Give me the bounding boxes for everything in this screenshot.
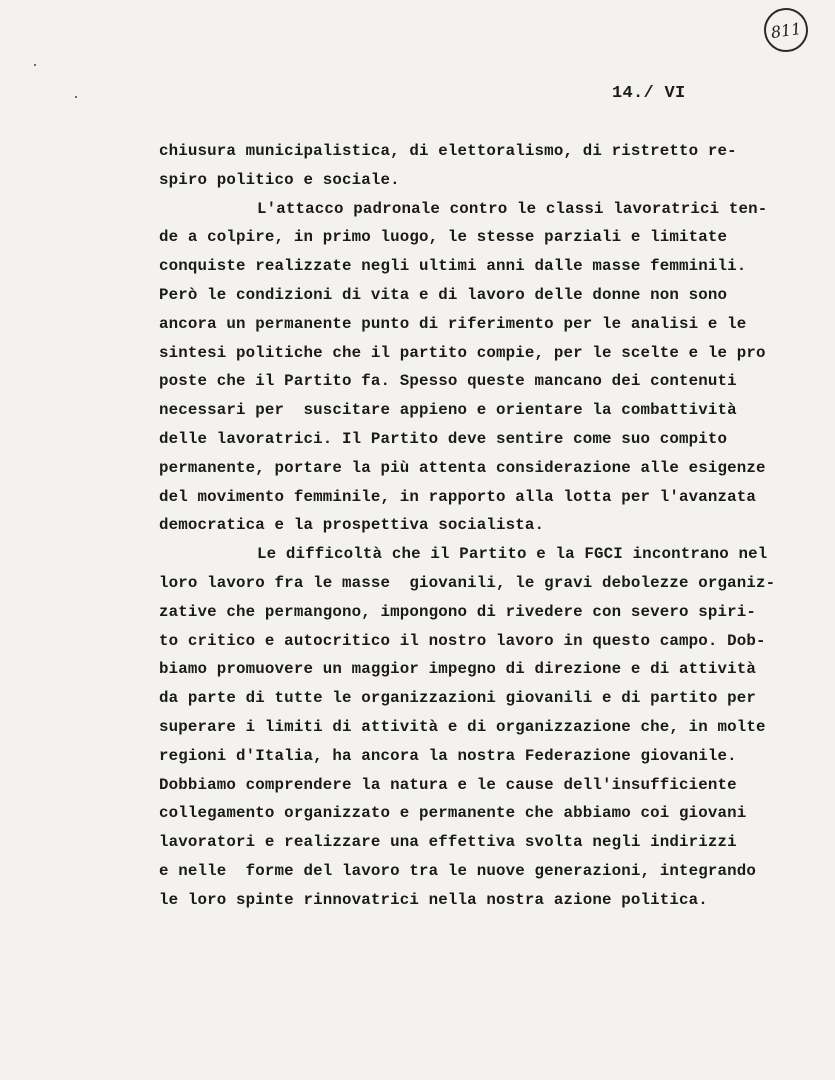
text-line: Le difficoltà che il Partito e la FGCI incontrano nel [257,545,768,564]
text-line: de a colpire, in primo luogo, le stesse parziali e limitate [159,228,728,247]
text-line: loro lavoro fra le masse giovanili, le gravi debolezze organiz- [159,573,776,592]
text-line: Però le condizioni di vita e di lavoro delle donne non sono [159,285,728,304]
archive-number-stamp [761,5,811,55]
text-line: chiusura municipalistica, di elettoralismo, di ristretto re- [159,142,737,160]
text-line: superare i limiti di attività e di organizzazione che, in molte [159,717,766,736]
text-line: del movimento femminile, in rapporto alla lotta per l'avanzata [159,487,757,506]
paper-speck [75,96,77,98]
text-line: L'attacco padronale contro le classi lavoratrici ten- [257,199,768,218]
text-line: ancora un permanente punto di riferimento per le analisi e le [159,314,747,333]
text-line: lavoratori e realizzare una effettiva svolta negli indirizzi [159,833,737,852]
text-line: collegamento organizzato e permanente che abbiamo coi giovani [159,804,747,823]
page-number: 14./ VI [612,84,686,103]
stamp-number: 811 [769,18,803,42]
text-line: le loro spinte rinnovatrici nella nostra azione politica. [159,890,708,909]
body-text [159,137,799,915]
text-line: permanente, portare la più attenta considerazione alle esigenze [159,458,766,477]
text-line: biamo promuovere un maggior impegno di direzione e di attività [159,660,757,679]
text-line: zative che permangono, impongono di rivedere con severo spiri- [159,602,757,621]
text-line: delle lavoratrici. Il Partito deve sentire come suo compito [159,429,728,448]
text-line: e nelle forme del lavoro tra le nuove generazioni, integrando [159,861,757,880]
text-line: spiro politico e sociale. [159,170,400,189]
text-line: sintesi politiche che il partito compie, per le scelte e le pro [159,343,766,362]
text-line: poste che il Partito fa. Spesso queste mancano dei contenuti [159,372,737,391]
text-line: conquiste realizzate negli ultimi anni dalle masse femminili. [159,257,747,276]
paper-speck [34,64,36,66]
text-line: regioni d'Italia, ha ancora la nostra Federazione giovanile. [159,746,737,765]
text-line: to critico e autocritico il nostro lavoro in questo campo. Dob- [159,631,766,650]
text-line: da parte di tutte le organizzazioni giovanili e di partito per [159,689,757,708]
text-line: Dobbiamo comprendere la natura e le cause dell'insufficiente [159,775,737,794]
text-line: necessari per suscitare appieno e orientare la combattività [159,401,737,420]
text-line: democratica e la prospettiva socialista. [159,516,545,535]
